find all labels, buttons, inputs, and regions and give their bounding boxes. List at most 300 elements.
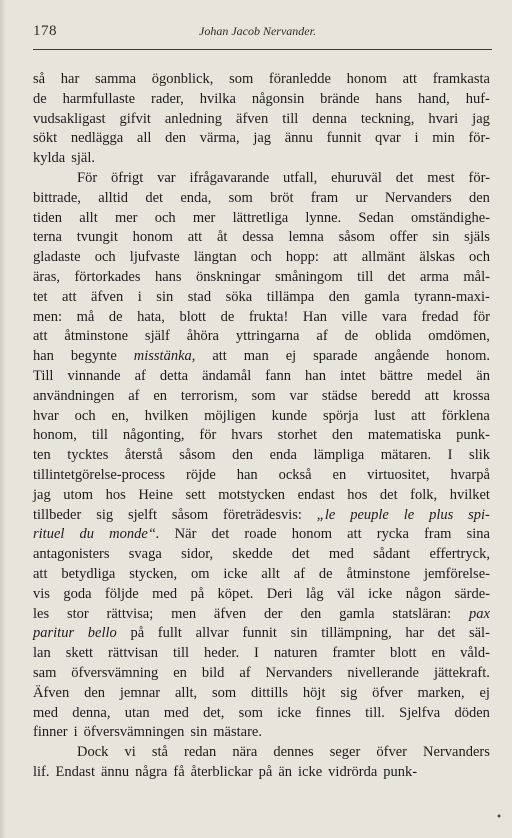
text-word: var xyxy=(157,169,176,186)
text-word: När xyxy=(174,526,197,543)
text-word: beredd xyxy=(371,387,411,404)
text-word: någonting, xyxy=(122,427,185,444)
text-word: skett xyxy=(65,645,94,662)
text-word: han xyxy=(305,367,326,384)
text-word: ännu xyxy=(284,130,313,147)
text-word: på xyxy=(190,585,205,602)
text-word: har xyxy=(60,71,80,87)
text-word: stor xyxy=(66,605,89,622)
text-word: för- xyxy=(468,169,490,186)
text-word: af xyxy=(316,328,328,345)
text-word: att xyxy=(347,526,362,543)
text-word: hopp: xyxy=(285,249,319,266)
text-word: mer xyxy=(192,209,216,226)
text-word: som xyxy=(228,189,253,206)
text-word: misstänka, xyxy=(133,348,196,365)
text-line xyxy=(33,268,490,288)
text-word: rituel xyxy=(33,526,65,543)
text-word: gifvit xyxy=(119,110,151,127)
text-word: omdömen, xyxy=(428,328,490,345)
text-word: var xyxy=(289,387,309,404)
text-word: någon xyxy=(405,585,442,602)
text-word: sin xyxy=(190,724,208,741)
text-line xyxy=(33,209,490,229)
text-word: den xyxy=(84,684,106,701)
text-word: småningom xyxy=(274,268,343,285)
text-line xyxy=(33,664,490,684)
text-word: lif. xyxy=(33,763,50,780)
text-word: till. xyxy=(365,704,385,721)
text-word: såsom xyxy=(338,229,375,246)
text-word: åhöra xyxy=(186,328,219,345)
text-word: öfversvämningen xyxy=(83,724,185,741)
text-word: själf xyxy=(144,328,170,345)
text-word: af xyxy=(293,565,306,582)
text-word: rader, xyxy=(150,90,184,107)
text-word: men xyxy=(171,605,197,622)
text-word: krossa xyxy=(452,387,490,404)
text-word: af xyxy=(239,664,251,681)
text-word: mästare. xyxy=(213,724,262,741)
text-word: ville xyxy=(341,308,368,325)
text-word: mätaren. xyxy=(380,447,432,464)
text-word: I xyxy=(447,447,453,464)
text-word: själs xyxy=(464,229,490,246)
text-word: söka xyxy=(225,288,253,305)
text-word: med xyxy=(33,704,58,721)
text-word: återstå xyxy=(124,447,163,464)
text-word: fram xyxy=(310,189,339,206)
text-word: med xyxy=(163,704,189,721)
text-word: i xyxy=(137,288,142,305)
text-word: heder. xyxy=(204,645,240,662)
text-word: tillämpning, xyxy=(321,625,392,642)
text-word: i xyxy=(73,724,78,741)
text-word: paritur xyxy=(33,625,75,642)
text-word: skedde xyxy=(232,546,273,563)
text-word: spi- xyxy=(468,506,490,523)
text-word: hvilken xyxy=(144,407,189,424)
text-word: nivellerande xyxy=(347,664,419,681)
text-word: finnes xyxy=(315,704,351,721)
text-word: öfversvämning xyxy=(71,664,159,681)
text-word: denna, xyxy=(72,704,111,721)
text-word: ännu xyxy=(100,763,130,780)
text-word: dennes xyxy=(273,744,314,761)
text-word: marken, xyxy=(417,684,465,701)
text-word: fann xyxy=(265,367,292,384)
text-word: en xyxy=(173,664,187,681)
text-word: det, xyxy=(203,704,225,721)
text-word: lan xyxy=(33,645,51,662)
text-word: peuple xyxy=(350,506,389,523)
text-word: sett xyxy=(185,486,206,503)
page-number: 178 xyxy=(33,23,57,39)
text-word: terrorism, xyxy=(180,387,238,404)
text-word: bild xyxy=(201,664,225,681)
text-word: nedlägga xyxy=(70,130,124,147)
text-word: jemnar xyxy=(119,684,161,701)
text-word: Han xyxy=(302,308,328,325)
text-word: vara xyxy=(381,308,407,325)
text-word: stå xyxy=(151,744,168,761)
text-word: min xyxy=(432,130,455,147)
text-word: honom xyxy=(346,71,387,87)
text-word: det xyxy=(395,169,414,186)
text-word: lättretliga xyxy=(232,209,289,226)
text-word: virtuositet, xyxy=(367,466,430,483)
text-line xyxy=(33,545,490,565)
text-word: våld- xyxy=(460,645,490,662)
text-line xyxy=(33,327,490,347)
text-word: Deri xyxy=(266,585,293,602)
text-word: redan xyxy=(184,744,217,761)
text-word: sidor, xyxy=(181,546,214,563)
text-word: bello xyxy=(87,625,117,642)
text-word: af xyxy=(128,387,140,404)
text-word: stycken, xyxy=(129,565,178,582)
text-word: denna xyxy=(312,110,347,127)
text-word: det xyxy=(211,526,230,543)
text-word: Till xyxy=(33,367,54,384)
text-word: medel xyxy=(426,367,463,384)
text-word: allmänt xyxy=(361,249,406,266)
text-word: allt xyxy=(261,565,280,582)
text-word: vinnande xyxy=(67,367,121,384)
text-word: köpet. xyxy=(217,585,254,602)
text-line xyxy=(33,149,490,169)
text-word: rättvisa; xyxy=(106,605,154,622)
text-word: I xyxy=(254,645,259,662)
text-word: användningen xyxy=(33,387,115,404)
text-word: för xyxy=(473,308,490,325)
text-word: lust xyxy=(374,407,396,424)
text-word: utfall, xyxy=(283,169,318,186)
text-word: det xyxy=(387,268,406,285)
text-word: sam xyxy=(33,664,57,681)
text-word: sin xyxy=(156,288,174,305)
text-word: fram xyxy=(424,526,452,543)
text-word: vudsakligast xyxy=(33,110,106,127)
text-line xyxy=(33,426,490,446)
text-word: de xyxy=(108,308,123,325)
text-word: allt, xyxy=(174,684,198,701)
text-word: röjde xyxy=(186,466,216,483)
text-word: följde xyxy=(104,585,139,602)
text-word: med xyxy=(152,585,178,602)
text-word: till xyxy=(91,427,108,444)
text-word: af xyxy=(134,367,146,384)
text-word: anledning xyxy=(164,110,223,127)
text-word: storhet xyxy=(277,427,318,444)
text-word: tvungit xyxy=(76,229,118,246)
text-word: hand, xyxy=(418,90,450,107)
text-word: den xyxy=(165,130,187,147)
text-word: åtminstone xyxy=(346,565,411,582)
text-word: tycktes xyxy=(67,447,109,464)
text-word: ej xyxy=(479,684,490,701)
margin-mark: • xyxy=(496,812,502,823)
text-word: särde- xyxy=(454,585,490,602)
text-word: för- xyxy=(468,130,490,147)
text-word: det xyxy=(379,486,398,503)
text-word: också xyxy=(278,466,312,483)
text-word: att xyxy=(411,407,426,424)
text-word: äfven xyxy=(236,110,269,127)
text-word: att xyxy=(33,328,48,345)
page-header xyxy=(33,23,492,43)
running-head: Johan Jacob Nervander. xyxy=(199,24,316,38)
text-word: bröt xyxy=(270,189,294,206)
text-word: några xyxy=(135,763,168,780)
text-word: höjt xyxy=(302,684,326,701)
text-word: att xyxy=(333,249,348,266)
text-word: dittills xyxy=(251,684,289,701)
text-word: åtminstone xyxy=(64,328,129,345)
text-word: ljufvaste xyxy=(129,249,180,266)
text-line xyxy=(33,347,490,367)
text-word: du xyxy=(79,526,95,543)
text-word: der xyxy=(263,605,283,622)
text-line xyxy=(33,407,490,427)
text-word: enda xyxy=(269,447,297,464)
text-word: samma xyxy=(94,71,137,87)
text-word: kunde xyxy=(271,407,308,424)
text-word: gamla xyxy=(339,605,375,622)
text-word: som xyxy=(251,387,276,404)
text-word: spörja xyxy=(322,407,359,424)
text-word: naturen xyxy=(273,645,318,662)
text-line xyxy=(33,288,490,308)
text-word: terna xyxy=(33,229,62,246)
text-word: För xyxy=(77,169,98,186)
text-line xyxy=(33,565,490,585)
text-word: icke xyxy=(298,763,323,780)
text-word: allt xyxy=(79,209,98,226)
text-word: önskningar xyxy=(196,268,261,285)
text-word: han xyxy=(33,348,54,365)
text-word: ur xyxy=(355,189,368,206)
text-word: lynne. xyxy=(305,209,342,226)
text-word: utom xyxy=(63,486,94,503)
text-word: enda, xyxy=(180,189,212,206)
text-word: förklena xyxy=(441,407,490,424)
text-word: teckning, xyxy=(360,110,415,127)
text-word: de xyxy=(220,308,235,325)
text-word: framkasta xyxy=(432,71,490,87)
text-word: all xyxy=(136,130,152,147)
text-line xyxy=(33,704,490,724)
text-word: les xyxy=(33,605,50,622)
text-word: har xyxy=(405,625,424,642)
text-word: den xyxy=(232,447,254,464)
text-word: ifrågavarande xyxy=(189,169,270,186)
text-word: nära xyxy=(232,744,258,761)
text-word: den xyxy=(468,189,490,206)
text-word: rycka xyxy=(376,526,409,543)
text-word: tillbeder xyxy=(33,506,82,523)
text-word: tillintetgörelse-process xyxy=(33,466,166,483)
text-line xyxy=(33,644,490,664)
text-word: öfrigt xyxy=(111,169,144,186)
text-word: antagonisters xyxy=(33,546,110,563)
text-word: de xyxy=(318,565,333,582)
text-word: ej xyxy=(285,348,297,365)
text-word: sökt xyxy=(33,130,58,147)
text-word: fredad xyxy=(421,308,459,325)
text-word: hans xyxy=(154,268,182,285)
text-word: som xyxy=(238,704,263,721)
text-word: möjligen xyxy=(204,407,256,424)
text-line xyxy=(33,763,490,783)
text-word: sin xyxy=(432,229,450,246)
text-word: den xyxy=(332,427,353,444)
text-word: tiden xyxy=(33,209,62,226)
text-word: kylda xyxy=(33,150,66,167)
text-word: huf- xyxy=(465,90,490,107)
text-word: Sjelfva xyxy=(399,704,441,721)
text-word: hata, xyxy=(137,308,165,325)
text-line xyxy=(33,466,490,486)
text-word: mest xyxy=(427,169,455,186)
text-word: sparade xyxy=(313,348,358,365)
text-word: goda xyxy=(63,585,92,602)
text-word: till xyxy=(282,110,299,127)
text-word: Sedan xyxy=(358,209,394,226)
text-word: Nervanders xyxy=(384,189,452,206)
text-word: så xyxy=(33,71,46,87)
text-word: sina xyxy=(466,526,490,543)
text-word: arma xyxy=(419,268,449,285)
text-word: döden xyxy=(454,704,490,721)
text-word: låg xyxy=(305,585,324,602)
text-word: le xyxy=(403,506,415,523)
text-line xyxy=(33,367,490,387)
text-word: vidrörda xyxy=(328,763,378,780)
body-text xyxy=(33,70,490,783)
text-line xyxy=(33,129,490,149)
text-word: få xyxy=(173,763,185,780)
text-word: icke xyxy=(277,704,302,721)
text-word: seger xyxy=(329,744,361,761)
text-word: matematiska xyxy=(367,427,442,444)
text-word: som xyxy=(211,684,237,701)
text-word: stad xyxy=(187,288,212,305)
text-word: hvilket xyxy=(449,486,490,503)
text-word: längtan xyxy=(193,249,237,266)
text-word: ögonblick, xyxy=(151,71,214,87)
text-line xyxy=(33,90,490,110)
text-word: en, xyxy=(111,407,129,424)
text-word: hvari xyxy=(428,110,459,127)
text-word: en xyxy=(431,645,446,662)
text-word: angående xyxy=(374,348,430,365)
text-word: roade xyxy=(244,526,277,543)
text-word: allvar xyxy=(195,625,229,642)
text-word: och xyxy=(74,407,96,424)
text-word: Heine xyxy=(138,486,173,503)
text-word: mer xyxy=(114,209,138,226)
text-word: men: xyxy=(33,308,62,325)
text-word: jag xyxy=(253,130,272,147)
text-word: offer xyxy=(389,229,418,246)
text-word: blott xyxy=(179,308,207,325)
text-word: att xyxy=(424,387,440,404)
text-word: tet xyxy=(33,288,48,305)
text-word: för xyxy=(199,427,217,444)
text-word: lemna xyxy=(288,229,324,246)
text-word: harmfullaste xyxy=(62,90,136,107)
text-word: öfver xyxy=(376,744,407,761)
text-word: väl xyxy=(337,585,355,602)
text-word: omständighe- xyxy=(411,209,490,226)
text-word: på xyxy=(258,763,273,780)
text-word: punk- xyxy=(383,763,418,780)
text-word: framter xyxy=(332,645,375,662)
text-word: honom. xyxy=(446,348,490,365)
text-line xyxy=(33,743,490,763)
text-word: än xyxy=(278,763,293,780)
text-word: med xyxy=(328,546,354,563)
text-word: att xyxy=(187,229,203,246)
text-word: Nervanders xyxy=(265,664,333,681)
text-word: betydliga xyxy=(61,565,116,582)
scan-shadow xyxy=(0,0,6,838)
text-word: honom xyxy=(291,526,332,543)
text-line xyxy=(33,248,490,268)
text-word: sådant xyxy=(373,546,411,563)
text-word: föranledde xyxy=(268,71,331,87)
text-word: Nervanders xyxy=(423,744,490,761)
text-word: det xyxy=(145,189,164,206)
text-word: punk- xyxy=(456,427,490,444)
text-word: vis xyxy=(33,585,50,602)
text-word: förtorkades xyxy=(74,268,141,285)
text-word: än xyxy=(476,367,490,384)
text-line xyxy=(33,189,490,209)
text-word: jag xyxy=(33,486,51,503)
text-word: fullt xyxy=(157,625,182,642)
text-word: och xyxy=(154,209,176,226)
text-word: Äfven xyxy=(33,684,70,701)
text-word: hos xyxy=(105,486,126,503)
text-word: det xyxy=(291,546,310,563)
text-line xyxy=(33,684,490,704)
text-word: folk, xyxy=(410,486,438,503)
text-word: honom, xyxy=(33,427,77,444)
text-line xyxy=(33,585,490,605)
text-word: må xyxy=(76,308,95,325)
text-word: om xyxy=(190,565,210,582)
text-word: utan xyxy=(124,704,150,721)
text-word: den xyxy=(328,288,350,305)
text-word: icke xyxy=(368,585,393,602)
text-word: sig xyxy=(340,684,358,701)
text-word: finner xyxy=(33,724,68,741)
text-word: vi xyxy=(124,744,136,761)
text-word: „le xyxy=(316,506,336,523)
text-word: sin xyxy=(290,625,308,642)
text-word: företrädesvis: xyxy=(223,506,302,523)
text-word: sig xyxy=(96,506,114,523)
text-line xyxy=(33,605,490,625)
text-word: att xyxy=(62,288,77,305)
text-word: tillämpa xyxy=(266,288,315,305)
text-word: jag xyxy=(472,110,490,127)
text-word: tyrann-maxi- xyxy=(414,288,490,305)
text-word: hvars xyxy=(231,427,263,444)
text-word: åt xyxy=(216,229,228,246)
